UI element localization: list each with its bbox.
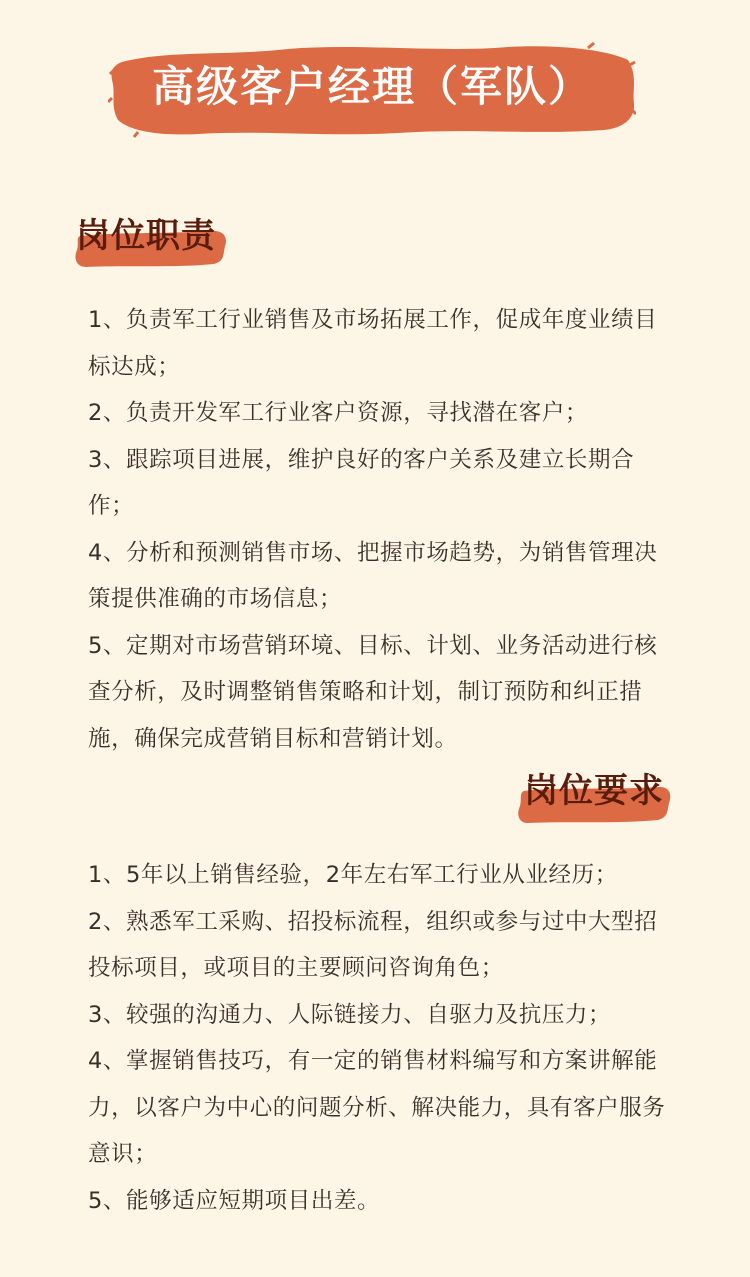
duties-heading	[74, 214, 234, 274]
list-item: 5、能够适应短期项目出差。	[88, 1187, 381, 1214]
list-item: 5、定期对市场营销环境、目标、计划、业务活动进行核查分析，及时调整销售策略和计划，制订预防和纠正措施，确保完成营销目标和营销计划。	[88, 632, 658, 752]
list-item: 4、掌握销售技巧，有一定的销售材料编写和方案讲解能力，以客户为中心的问题分析、解决能力，具有客户服务意识；	[88, 1048, 666, 1167]
duties-list	[88, 297, 678, 762]
requirements-heading	[516, 769, 676, 829]
list-item: 2、负责开发军工行业客户资源，寻找潜在客户；	[88, 400, 589, 426]
list-item: 4、分析和预测销售市场、把握市场趋势，为销售管理决策提供准确的市场信息；	[88, 539, 658, 612]
list-item: 1、负责军工行业销售及市场拓展工作，促成年度业绩目标达成；	[88, 307, 658, 380]
page-title-banner	[108, 40, 636, 138]
page-title: 高级客户经理（军队）	[151, 62, 592, 111]
list-item: 1、5年以上销售经验，2年左右军工行业从业经历；	[88, 862, 618, 888]
duties-heading-label: 岗位职责	[76, 216, 216, 256]
requirements-list	[88, 852, 678, 1224]
requirements-heading-label: 岗位要求	[524, 771, 664, 811]
list-item: 2、熟悉军工采购、招投标流程，组织或参与过中大型招投标项目，或项目的主要顾问咨询角色；	[88, 908, 658, 981]
list-item: 3、跟踪项目进展，维护良好的客户关系及建立长期合作；	[88, 446, 635, 519]
list-item: 3、较强的沟通力、人际链接力、自驱力及抗压力；	[88, 1001, 612, 1028]
